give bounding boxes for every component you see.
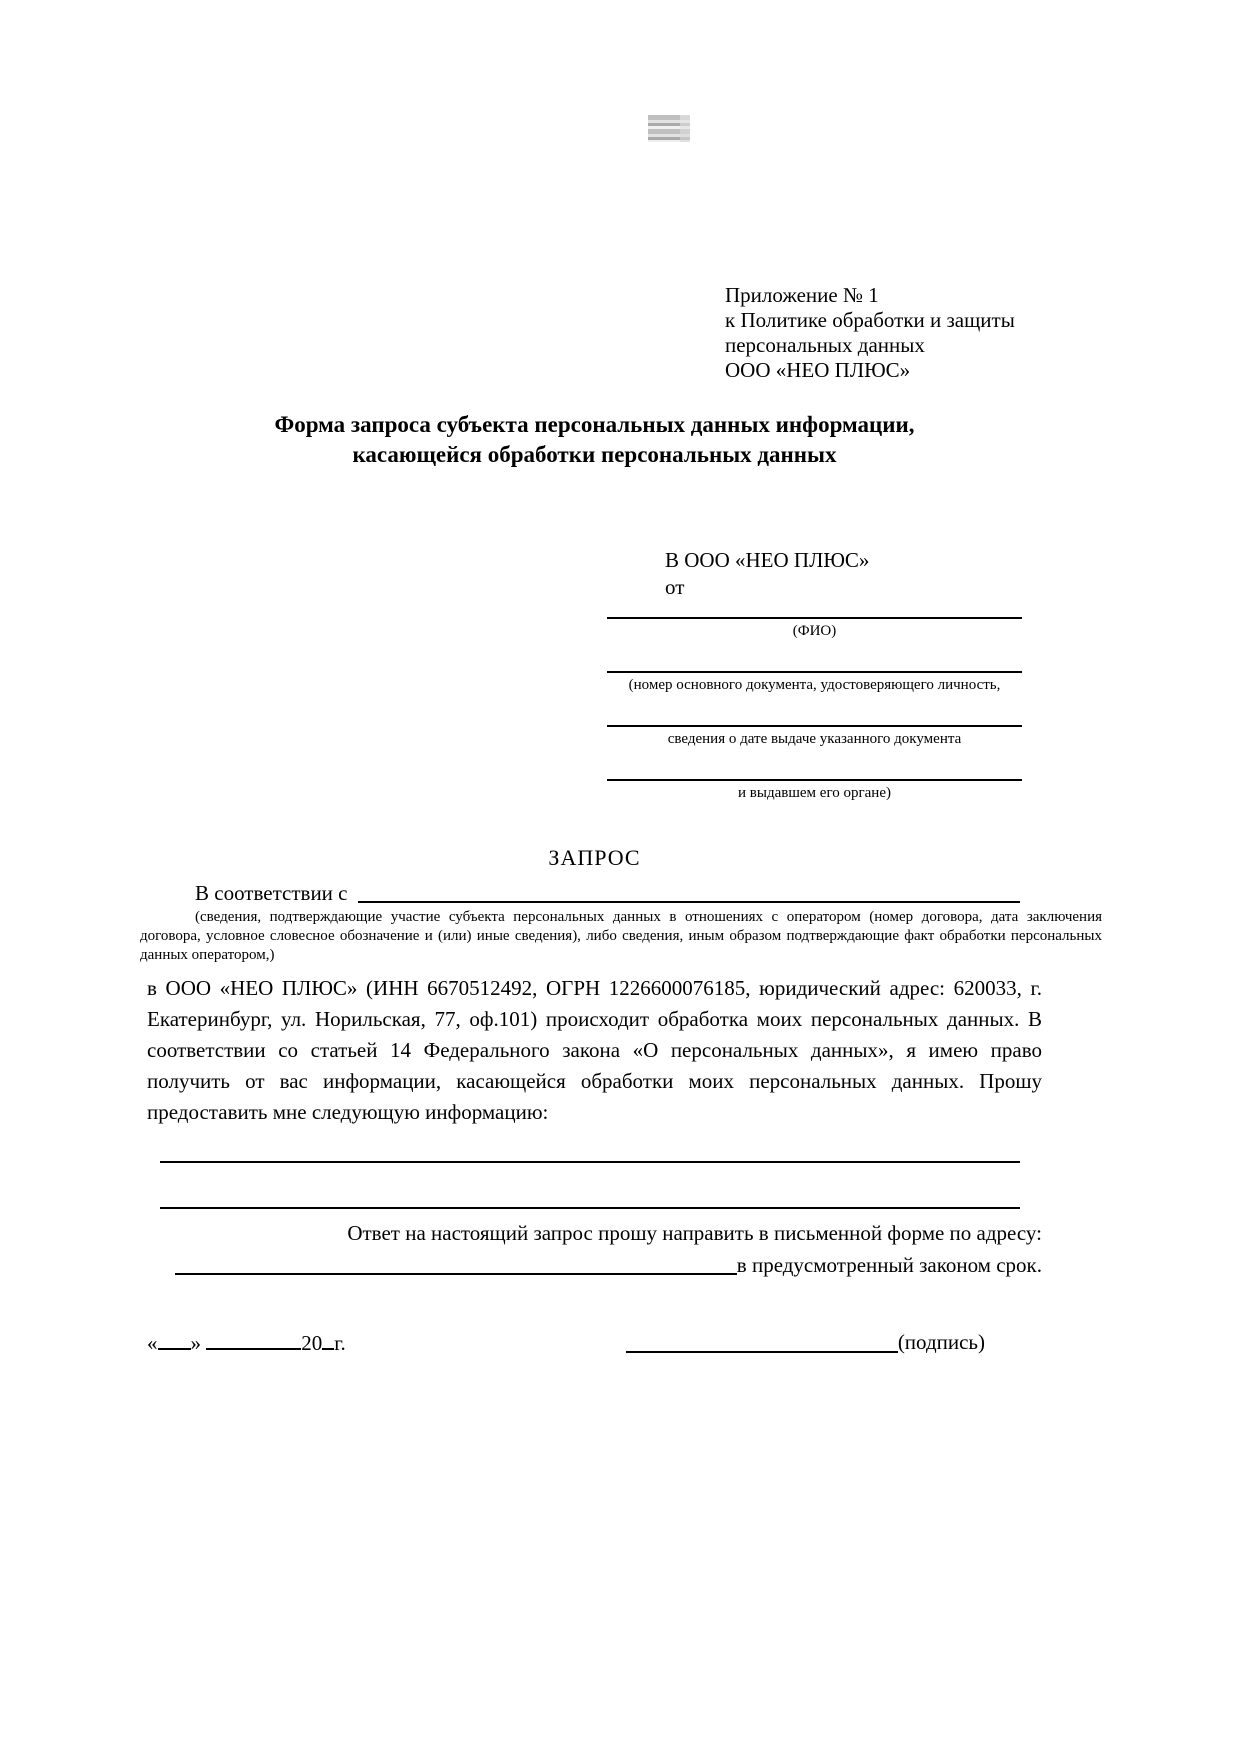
signature-group (626, 1329, 985, 1357)
annex-line: ООО «НЕО ПЛЮС» (725, 358, 911, 382)
document-number-caption: (номер основного документа, удостоверяющего личность, (628, 677, 1001, 693)
form-title-line2: касающейся обработки персональных данных (352, 442, 837, 467)
annex-block (725, 0, 1042, 383)
signature-caption: (подпись) (897, 1330, 985, 1354)
reply-address-row (147, 1252, 1042, 1279)
fio-caption: (ФИО) (792, 623, 837, 639)
info-blank-line-1 (160, 1161, 1020, 1163)
issue-date-caption: сведения о дате выдаче указанного документа (667, 731, 962, 747)
annex-line: Приложение № 1 (725, 283, 879, 307)
date-month-blank (206, 1329, 301, 1350)
request-body: в ООО «НЕО ПЛЮС» (ИНН 6670512492, ОГРН 1226600076185, юридический адрес: 620033, г. Екатеринбург, ул. Норильская, 77, оф.101) происходит обработка моих персональных данных. В соответствии со статьей 14 Федерального закона «О персональных данных», я имею право получить от вас информации, касающейся обработки моих персональных данных. Прошу предоставить мне следующую информацию: (147, 976, 1042, 1124)
annex-line: персональных данных (725, 333, 925, 357)
reply-address-blank-line (175, 1273, 737, 1275)
issue-date-blank-line (607, 725, 1022, 727)
basis-footnote: (сведения, подтверждающие участие субъекта персональных данных в отношениях с оператором (номер договора, дата заключения договора, условное словесное обозначение и (или) иные сведения), либо сведения, иным образом подтверждающие факт обработки персональных данных оператором,) (140, 909, 1102, 963)
basis-row (147, 880, 1020, 907)
addressee-from-label: от (665, 575, 685, 599)
date-group (147, 1329, 346, 1357)
annex-line: к Политике обработки и защиты (725, 308, 1015, 332)
fio-field (607, 617, 1022, 641)
reply-instruction: Ответ на настоящий запрос прошу направить в письменной форме по адресу: (347, 1221, 1042, 1245)
date-quote-close: » (190, 1331, 201, 1355)
addressee-block (607, 547, 1022, 803)
fio-blank-line (607, 617, 1022, 619)
document-number-blank-line (607, 671, 1022, 673)
signature-row (147, 1329, 1042, 1357)
date-day-blank (158, 1329, 191, 1350)
basis-blank-line (358, 901, 1021, 903)
form-title (147, 410, 1042, 470)
issue-date-field (607, 725, 1022, 749)
date-year-suffix: г. (334, 1331, 346, 1355)
issuing-authority-caption: и выдавшем его органе) (738, 785, 891, 801)
date-year-blank (322, 1329, 334, 1350)
request-heading: ЗАПРОС (548, 845, 641, 870)
document-number-field (607, 671, 1022, 695)
form-title-line1: Форма запроса субъекта персональных данных информации, (274, 412, 915, 437)
basis-label: В соответствии с (195, 881, 348, 905)
date-year-prefix: 20 (301, 1331, 323, 1355)
date-quote-open: « (147, 1331, 158, 1355)
info-blank-line-2 (160, 1207, 1020, 1209)
signature-blank-line (626, 1332, 898, 1353)
addressee-to: В ООО «НЕО ПЛЮС» (665, 548, 870, 572)
issuing-authority-blank-line (607, 779, 1022, 781)
document-logo-icon (648, 115, 690, 142)
reply-tail: в предусмотренный законом срок. (736, 1253, 1042, 1277)
issuing-authority-field (607, 779, 1022, 803)
